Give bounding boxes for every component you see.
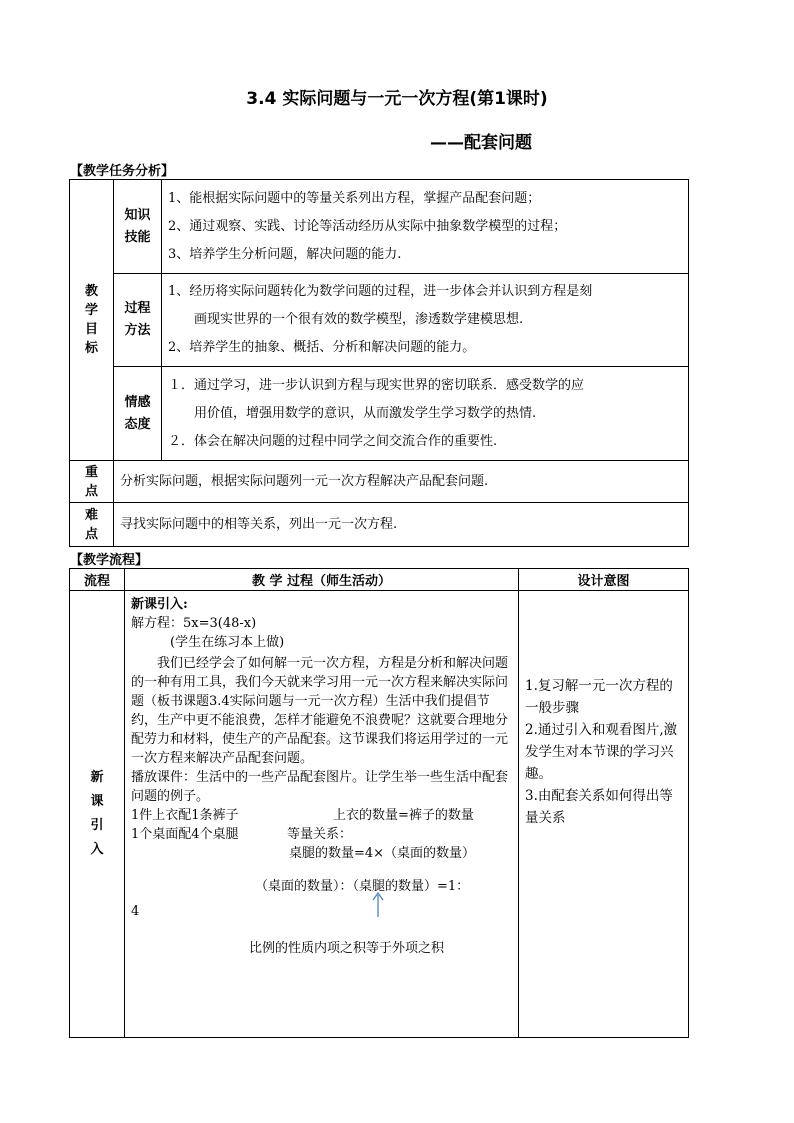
equation-row-2: [131, 877, 512, 896]
knowledge-label: 知识 技能: [114, 180, 162, 274]
intro-heading: 新课引入:: [131, 597, 188, 612]
teaching-flow-label: 【教学流程】: [70, 553, 149, 568]
pair-row-2: [131, 825, 512, 844]
key-point-label: 重 点: [70, 461, 114, 503]
page-subtitle: ——配套问题: [430, 133, 532, 153]
knowledge-content: 1、能根据实际问题中的等量关系列出方程，掌握产品配套问题； 2、通过观察、实践、讨论等活动经历从实际中抽象数学模型的过程； 3、培养学生分析问题，解决问题的能力.: [162, 180, 689, 274]
student-note: (学生在练习本上做): [170, 635, 285, 650]
intro-paragraph: 我们已经学会了如何解一元一次方程，方程是分析和解决问题的一种有用工具，我们今天就来学习用一元一次方程来解决实际问题（板书课题3.4实际问题与一元一次方程）生活中我们提倡节约，生产中更不能浪费，怎样才能避免不浪费呢？这就要合理地分配劳力和材料，使生产的产品配套。这节课我们将运用学过的一元一次方程来解决产品配套问题。: [131, 656, 509, 766]
header-intent: 设计意图: [519, 569, 689, 591]
equation-1: 桌腿的数量=4×（桌面的数量）: [289, 846, 476, 861]
stage-label: 新 课 引 入: [70, 591, 125, 1038]
key-point-content: 分析实际问题，根据实际问题列一元一次方程解决产品配套问题.: [114, 461, 689, 503]
pair-row-1: [131, 806, 512, 825]
difficulty-label: 难 点: [70, 503, 114, 547]
header-process: 教 学 过程（师生活动）: [125, 569, 519, 591]
objectives-label: 教 学 目 标: [70, 180, 114, 461]
header-flow: 流程: [70, 569, 125, 591]
attitude-label: 情感 态度: [114, 367, 162, 461]
task-analysis-table: [69, 179, 689, 547]
task-analysis-label: 【教学任务分析】: [70, 164, 175, 179]
slides-paragraph: 播放课件：生活中的一些产品配套图片。让学生举一些生活中配套问题的例子。: [131, 770, 509, 804]
pair1-right: 上衣的数量=裤子的数量: [333, 808, 474, 823]
intent-item-3: 3.由配套关系如何得出等量关系: [525, 788, 673, 826]
attitude-content: １．通过学习，进一步认识到方程与现实世界的密切联系．感受数学的应 用价值，增强用数学的意识，从而激发学生学习数学的热情. ２．体会在解决问题的过程中同学之间交流合作的重要性.: [162, 367, 689, 461]
equation-row-1: [131, 844, 512, 863]
equation-2: （桌面的数量）：（桌腿的数量）=1：: [255, 879, 470, 894]
intent-item-1: 1.复习解一元一次方程的一般步骤: [525, 678, 673, 716]
intent-item-2: 2.通过引入和观看图片,激发学生对本节课的学习兴趣。: [525, 722, 678, 782]
pair2-right: 等量关系：: [287, 827, 353, 842]
pair1-left: 1件上衣配1条裤子: [131, 808, 239, 823]
process-cell: [125, 591, 519, 1038]
page-title: 3.4 实际问题与一元一次方程(第1课时): [246, 89, 548, 109]
difficulty-content: 寻找实际问题中的相等关系，列出一元一次方程.: [114, 503, 689, 547]
intent-cell: [519, 591, 689, 1038]
pair2-left: 1个桌面配4个桌腿: [131, 827, 239, 842]
equation-line: 解方程：5x=3(48-x): [131, 616, 257, 631]
process-label: 过程 方法: [114, 274, 162, 367]
proportion-note: 比例的性质内项之积等于外项之积: [249, 941, 445, 956]
teaching-flow-table: [69, 568, 689, 1038]
equation-2-tail: 4: [131, 904, 140, 919]
process-content: 1、经历将实际问题转化为数学问题的过程，进一步体会并认识到方程是刻 画现实世界的一个很有效的数学模型，渗透数学建模思想. 2、培养学生的抽象、概括、分析和解决问题的能力。: [162, 274, 689, 367]
